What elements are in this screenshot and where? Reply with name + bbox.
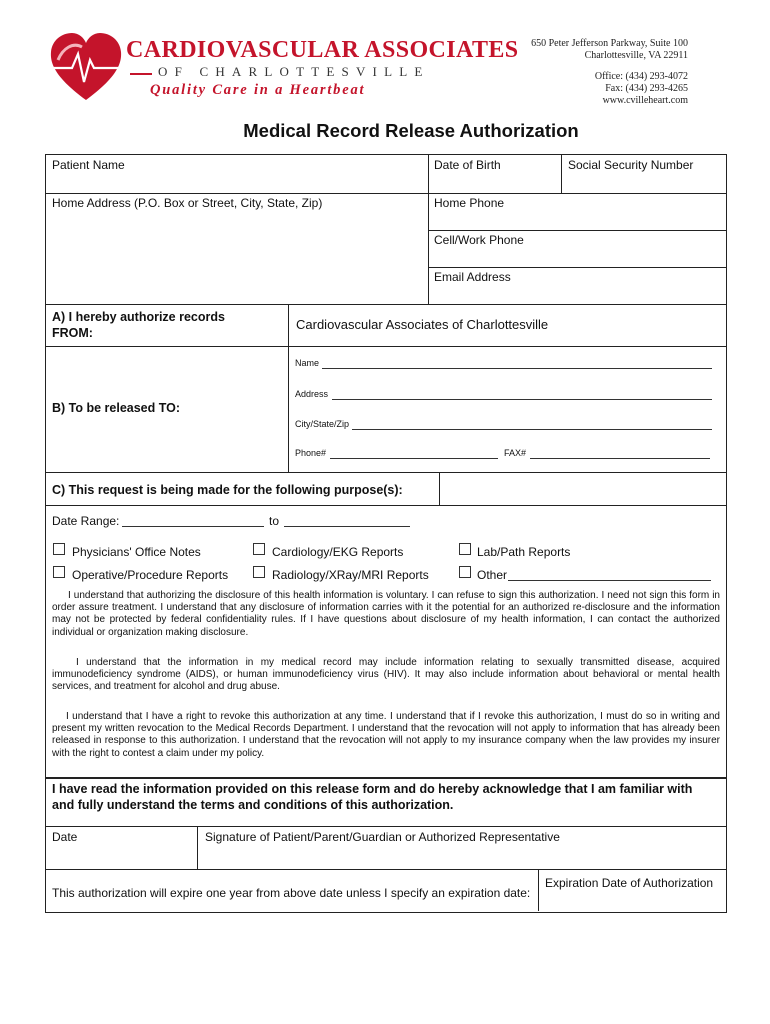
paragraph-voluntary: I understand that authorizing the disclosure of this health information is voluntary. I can refuse to sign this authorization. I need not sign this form in order assure treatment. I understand that any disclosure of information carries with it the potential for an authorized re-disclosure and the information may not be protected by federal confidentiality rules. If I have questions about disclosure of my health information, I can contact the authorized individual or organization making disclosure.	[52, 590, 720, 638]
recipient-address-label: Address	[295, 389, 329, 399]
website: www.cvilleheart.com	[602, 95, 688, 106]
expiry-note: This authorization will expire one year from above date unless I specify an expiration date:	[52, 886, 531, 900]
date-range-to-label: to	[269, 514, 280, 528]
option-other: Other	[477, 568, 508, 582]
date-range-end-field[interactable]	[284, 526, 410, 527]
recipient-phone-field[interactable]	[330, 458, 498, 459]
checkbox-lab-path[interactable]	[459, 543, 471, 555]
dob-label: Date of Birth	[434, 158, 501, 172]
heart-logo	[48, 30, 124, 104]
brand-subtitle	[130, 64, 430, 80]
recipient-fax-field[interactable]	[530, 458, 710, 459]
home-phone-label: Home Phone	[434, 196, 505, 210]
date-range-label: Date Range:	[52, 514, 120, 528]
expiry-date-label: Expiration Date of Authorization	[545, 876, 714, 890]
option-operative: Operative/Procedure Reports	[72, 568, 229, 582]
recipient-address-field[interactable]	[332, 399, 712, 400]
recipient-name-field[interactable]	[322, 368, 712, 369]
checkbox-other[interactable]	[459, 566, 471, 578]
checkbox-office-notes[interactable]	[53, 543, 65, 555]
checkbox-operative[interactable]	[53, 566, 65, 578]
paragraph-sensitive-info: I understand that the information in my medical record may include information relating to sexually transmitted disease, acquired immunodeficiency syndrome (AIDS), or human immunodeficiency virus (HIV). It may also include information about behavioral or mental health services, and treatment for alcohol and drug abuse.	[52, 657, 720, 693]
fax-number: Fax: (434) 293-4265	[605, 83, 688, 94]
paragraph-revoke: I understand that I have a right to revoke this authorization at any time. I understand that if I revoke this authorization, I must do so in writing and present my written revocation to the Medical Records Department. I understand that the revocation will not apply to information that has already been released in response to this authorization. I understand that the revocation will not apply to my insurance company when the law provides my insurer with the right to contest a claim under my policy.	[52, 711, 720, 759]
signature-date-label: Date	[52, 830, 78, 844]
recipient-fax-label: FAX#	[504, 448, 527, 458]
section-c-label: C) This request is being made for the following purpose(s):	[52, 483, 403, 497]
recipient-phone-label: Phone#	[295, 448, 327, 458]
recipient-city-label: City/State/Zip	[295, 419, 350, 429]
checkbox-cardiology[interactable]	[253, 543, 265, 555]
option-office-notes: Physicians' Office Notes	[72, 545, 201, 559]
patient-name-label: Patient Name	[52, 158, 125, 172]
address-line2: Charlottesville, VA 22911	[584, 50, 688, 61]
option-lab-path: Lab/Path Reports	[477, 545, 571, 559]
address-line1: 650 Peter Jefferson Parkway, Suite 100	[531, 38, 688, 49]
acknowledgement: I have read the information provided on this release form and do hereby acknowledge that I am familiar with and fully understand the terms and conditions of this authorization.	[52, 782, 693, 812]
ssn-label: Social Security Number	[568, 158, 694, 172]
section-a-value: Cardiovascular Associates of Charlottesville	[296, 317, 549, 332]
office-phone: Office: (434) 293-4072	[594, 71, 688, 82]
brand-name: CARDIOVASCULAR ASSOCIATES	[126, 37, 519, 63]
tagline: Quality Care in a Heartbeat	[150, 82, 366, 98]
signature-label: Signature of Patient/Parent/Guardian or Authorized Representative	[205, 830, 560, 844]
email-label: Email Address	[434, 270, 511, 284]
home-address-label: Home Address (P.O. Box or Street, City, State, Zip)	[52, 196, 323, 210]
section-a-label-1: A) I hereby authorize records	[52, 310, 225, 324]
recipient-name-label: Name	[295, 358, 320, 368]
cell-phone-label: Cell/Work Phone	[434, 233, 524, 247]
checkbox-radiology[interactable]	[253, 566, 265, 578]
date-range-start-field[interactable]	[122, 526, 264, 527]
recipient-city-field[interactable]	[352, 429, 712, 430]
section-a-label-2: FROM:	[52, 326, 93, 340]
option-cardiology: Cardiology/EKG Reports	[272, 545, 404, 559]
brand-sub-text: OF CHARLOTTESVILLE	[158, 64, 430, 79]
page-title: Medical Record Release Authorization	[243, 120, 579, 141]
section-b-label: B) To be released TO:	[52, 401, 181, 415]
option-radiology: Radiology/XRay/MRI Reports	[272, 568, 429, 582]
other-field[interactable]	[508, 580, 711, 581]
